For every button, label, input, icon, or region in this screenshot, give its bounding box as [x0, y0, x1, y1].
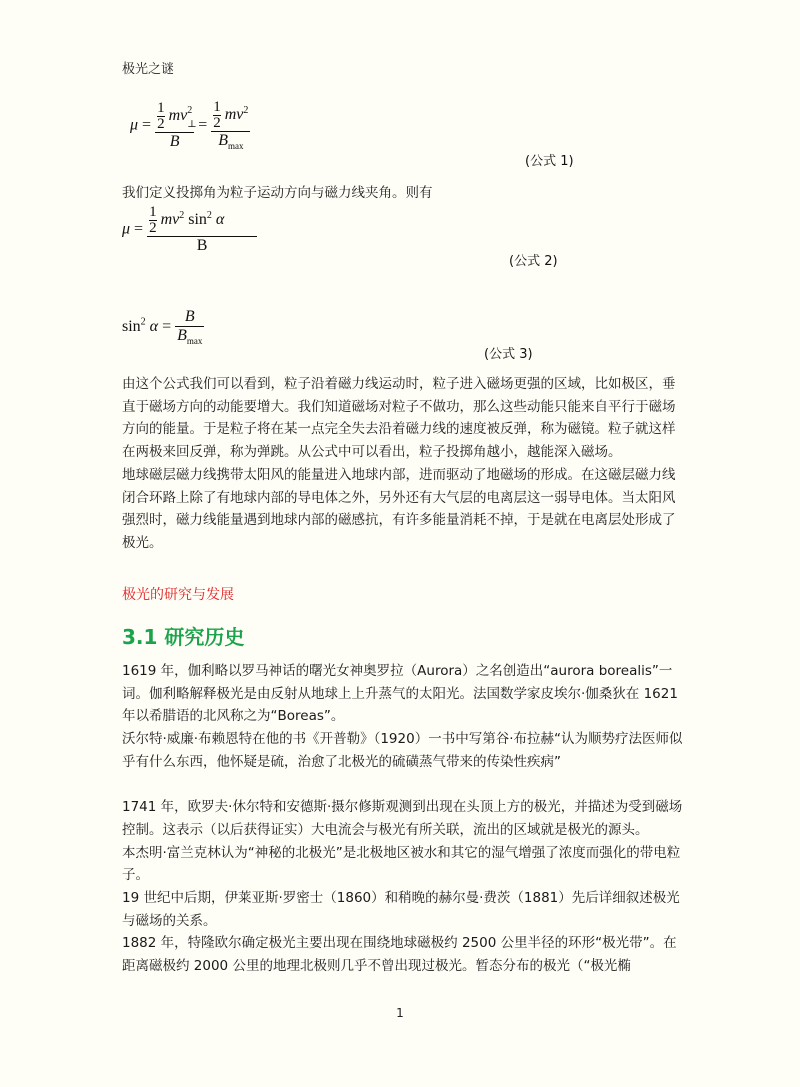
formula-3 [122, 308, 204, 346]
formula-3-num: B [184, 308, 195, 325]
formula-3-label: (公式 3) [484, 347, 533, 362]
formula-3-eq: = [162, 317, 172, 335]
sin-term: sin [122, 317, 141, 335]
formula-1-frac-2 [211, 100, 250, 151]
paragraph-aurora-formation: 地球磁层磁力线携带太阳风的能量进入地球内部，进而驱动了地磁场的形成。在这磁层磁力线闭合环路上除了有地球内部的导电体之外，另外还有大气层的电离层这一弱导电体。当太阳风强烈时，磁力线能量遇到地球内部的磁感抗，有许多能量消耗不掉，于是就在电离层处形成了极光。 [122, 466, 676, 551]
sin-term: sin [188, 211, 207, 229]
body-paragraphs [122, 373, 688, 555]
mv-exponent: 2 [179, 209, 185, 221]
history-1882: 1882 年，特隆欧尔确定极光主要出现在围绕地球磁极约 2500 公里半径的环形“极光带”。在距离磁极约 2000 公里的地理北极则几乎不曾出现过极光。暂态分布的极光（“极光椭 [122, 935, 677, 975]
formula-2-lhs: μ [122, 220, 131, 238]
bmax-B: B [177, 327, 187, 344]
section-heading: 3.1 研究历史 [122, 625, 245, 649]
sin-exponent: 2 [140, 316, 146, 328]
intro-line: 我们定义投掷角为粒子运动方向与磁力线夹角。则有 [122, 185, 433, 201]
sin-exponent: 2 [206, 209, 212, 221]
formula-1-den-1: B [155, 132, 194, 151]
history-bryant: 沃尔特·威廉·布赖恩特在他的书《开普勒》（1920）一书中写第谷·布拉赫“认为顺势疗法医师似乎有什么东西，他怀疑是硫，治愈了北极光的硫磺蒸气带来的传染性疾病” [122, 731, 683, 770]
formula-1-label: (公式 1) [525, 154, 574, 169]
history-paragraphs [122, 660, 688, 978]
history-franklin: 本杰明·富兰克林认为“神秘的北极光”是北极地区被水和其它的湿气增强了浓度而强化的带电粒子。 [122, 844, 681, 884]
half-numerator: 1 [213, 99, 221, 115]
perp-subscript: ⊥ [187, 119, 197, 131]
formula-2-frac [147, 205, 257, 255]
half-denominator: 2 [213, 115, 221, 131]
formula-2 [122, 205, 257, 255]
formula-1-eq-2: = [198, 116, 208, 134]
history-19th-century: 19 世纪中后期，伊莱亚斯·罗密士（1860）和稍晚的赫尔曼·费茨（1881）先后详细叙述极光与磁场的关系。 [122, 890, 680, 929]
formula-2-label: (公式 2) [509, 254, 558, 269]
mv-exponent: 2 [187, 105, 193, 117]
formula-1-lhs: μ [130, 116, 139, 134]
mv-term: mv [168, 106, 188, 124]
bmax-sub: max [227, 141, 244, 152]
formula-2-den: B [147, 236, 257, 255]
mv-term: mv [224, 106, 244, 124]
bmax-sub: max [186, 336, 203, 347]
alpha-term: α [149, 317, 159, 335]
formula-1-frac-1 [155, 99, 197, 151]
half-denominator: 2 [149, 220, 157, 236]
half-denominator: 2 [157, 115, 165, 132]
mv-term: mv [160, 211, 180, 229]
page-number: 1 [396, 1006, 404, 1020]
section-subtitle: 极光的研究与发展 [122, 587, 234, 603]
formula-3-frac [175, 308, 204, 346]
history-1619: 1619 年，伽利略以罗马神话的曙光女神奥罗拉（Aurora）之名创造出“aurora borealis”一词。伽利略解释极光是由反射从地球上上升蒸气的太阳光。法国数学家皮埃尔·伽桑狄在 1621 年以希腊语的北风称之为“Boreas”。 [122, 663, 678, 725]
paragraph-magnetic-mirror: 由这个公式我们可以看到，粒子沿着磁力线运动时，粒子进入磁场更强的区域，比如极区，垂直于磁场方向的动能要增大。我们知道磁场对粒子不做功，那么这些动能只能来自平行于磁场方向的能量。于是粒子将在某一点完全失去沿着磁力线的速度被反弹，称为磁镜。粒子就这样在两极来回反弹，称为弹跳。从公式中可以看出，粒子投掷角越小，越能深入磁场。 [122, 376, 676, 461]
mv-exponent: 2 [243, 104, 249, 116]
formula-1-eq: = [142, 116, 152, 134]
formula-2-eq: = [134, 220, 144, 238]
formula-1 [130, 100, 250, 151]
bmax-B: B [218, 132, 228, 149]
half-numerator: 1 [157, 99, 165, 116]
history-1741: 1741 年，欧罗夫·休尔特和安德斯·摄尔修斯观测到出现在头顶上方的极光，并描述为受到磁场控制。这表示（以后获得证实）大电流会与极光有所关联，流出的区域就是极光的源头。 [122, 799, 683, 838]
alpha-term: α [215, 211, 225, 229]
running-header: 极光之谜 [122, 62, 175, 77]
half-numerator: 1 [149, 204, 157, 220]
